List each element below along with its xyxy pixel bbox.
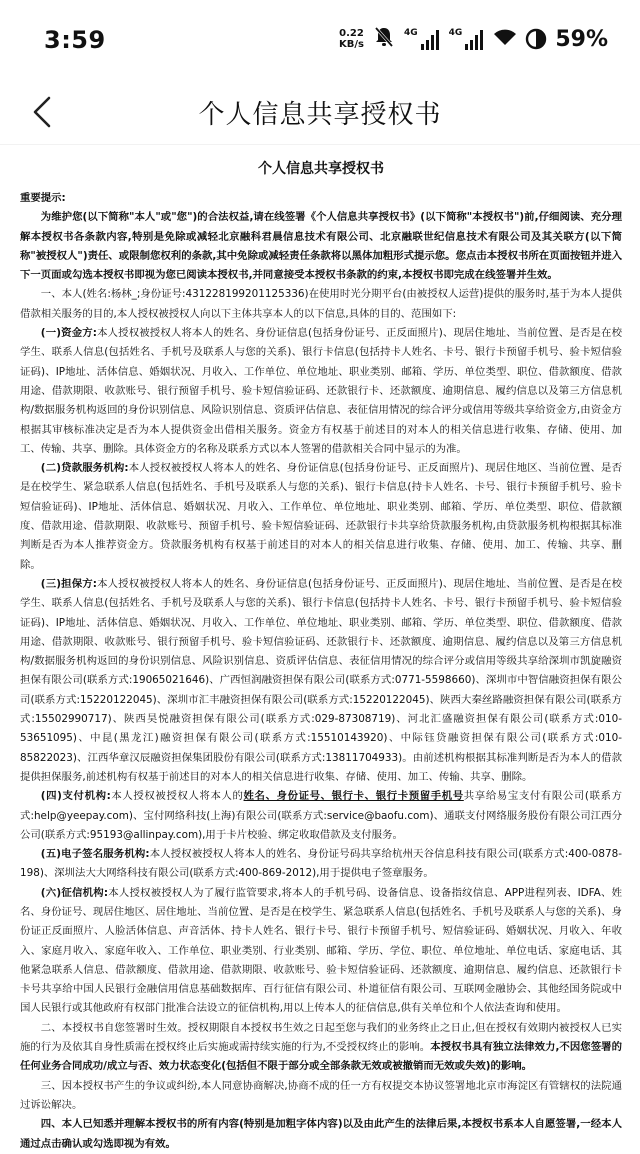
section-4-pre: 本人授权被授权人将本人的 (110, 790, 244, 803)
section-6-text: 本人授权被授权人为了履行监管要求,将本人的手机号码、设备信息、设备指纹信息、APP进程列表、IDFA、姓名、身份证号、现居住地区、居住地址、当前位置、是否是在校学生、紧急联系人信息(包括姓名、手机号及联系人与您的关系)、身份证正反面照片、人脸活体信息、声音活体、持卡人姓名、银行卡号、银行卡预留手机号、短信验证码、婚姻状况、月收入、年收入、家庭月收入、家庭年收入、工作单位、职业类别、行业类别、邮箱、学历、学位、职位、单位地址、单位电话、家庭电话、其他紧急联系人信息、借款额度、借款用途、借款期限、收款账号、验卡短信验证码、还款额度、逾期信息、履约信息、还款银行卡卡号共享给中国人民银行金融信用信息基础数据库、百行征信有限公司、朴道征信有限公司、互联网金融协会、其他经国务院或中国人民银行或其他政府有权部门批准合法设立的征信机构,用以上传本人的征信信息,供有关单位和个人依法查询和使用。 (20, 886, 622, 1015)
section-guarantor (20, 575, 622, 787)
clause-2-b: 本授权书具有独立法律效力,不因您签署的任何业务合同成功/成立与否、效力状态变化(包括但不限于部分或全部条款无效或被撤销而无效或失效)的影响。 (20, 1041, 622, 1073)
section-payment (20, 787, 622, 845)
section-4-label: (四)支付机构: (40, 790, 111, 803)
battery-icon (527, 26, 545, 52)
page-title: 个人信息共享授权书 (198, 100, 442, 130)
section-2-label: (二)贷款服务机构: (40, 462, 129, 475)
notice-intro: 为维护您(以下简称"本人"或"您")的合法权益,请在线签署《个人信息共享授权书》(以下简称"本授权书")前,仔细阅读、充分理解本授权书各条款内容,特别是免除或减轻北京融科君晨信息技术有限公司、北京融联世纪信息技术有限公司及其关联方(以下简称"被授权人")责任、或限制您权利的条款,其中免除或减轻责任条款将以黑体加粗形式提示您。您点击本授权书所在页面按钮并进入下一页面或勾选本授权书即视为您已阅读本授权书,并同意接受本授权书条款的约束,本授权书即完成在线签署并生效。 (20, 211, 622, 282)
section-credit-bureau (20, 884, 622, 1019)
section-3-label: (三)担保方: (40, 577, 97, 590)
network-speed (339, 28, 364, 50)
network-speed-value: 0.22 (339, 28, 364, 39)
agreement-document (0, 145, 640, 1154)
section-3-text: 本人授权被授权人将本人的姓名、身份证信息(包括身份证号、正反面照片)、现居住地址、当前位置、是否是在校学生、联系人信息(包括姓名、手机号及联系人与您的关系)、银行卡信息(包括持卡人姓名、卡号、银行卡预留手机号、验卡短信验证码)、IP地址、活体信息、婚姻状况、月收入、工作单位、单位地址、职业类别、邮箱、学历、单位类型、职位、借款额度、借款用途、借款期限、收款账号、银行预留手机号、验卡短信验证码、还款银行卡、还款额度、逾期信息、履约信息以及第三方信息机构/数据服务机构返回的身份识别信息、风险识别信息、资质评估信息、表征信用情况的综合评分或信用等级共享给深圳市凯旋融资担保有限公司(联系方式:19065021646)、广西恒润融资担保有限公司(联系方式:0771-5598660)、深圳市中智信融资担保有限公司(联系方式:15220122045)、深圳市汇丰融资担保有限公司(联系方式:15220122045)、陕西大秦丝路融资担保有限公司(联系方式:15502990717)、陕西昊悦融资担保有限公司(联系方式:029-87308719)、河北汇盛融资担保有限公司(联系方式:010-53651095)、中昆(黑龙江)融资担保有限公司(联系方式:15510143920)、中际钰贷融资担保有限公司(联系方式:010-85822023)、江西华章汉辰融资担保集团股份有限公司(联系方式:13811704933)。由前述机构根据其标准判断是否为本人的借款提供担保服务,前述机构有权基于前述目的对本人的相关信息进行收集、存储、使用、加工、传输、共享、删除。 (20, 577, 622, 783)
section-4-underline: 姓名、身份证号、银行卡、银行卡预留手机号 (243, 790, 464, 803)
signal-label-1: 4G (404, 28, 418, 38)
clause-3: 三、因本授权书产生的争议或纠纷,本人同意协商解决,协商不成的任一方有权提交本协议签署地北京市海淀区有管辖权的法院通过诉讼解决。 (20, 1079, 622, 1111)
section-funding-party (20, 324, 622, 459)
signal-icon-1 (404, 28, 439, 50)
section-1-text: 本人授权被授权人将本人的姓名、身份证信息(包括身份证号、正反面照片)、现居住地址、当前位置、是否是在校学生、联系人信息(包括姓名、手机号及联系人与您的关系)、银行卡信息(包括持卡人姓名、卡号、银行卡预留手机号、验卡短信验证码)、IP地址、活体信息、婚姻状况、月收入、工作单位、单位地址、职业类别、邮箱、学历、单位类型、职位、借款额度、借款用途、借款期限、收款账号、银行预留手机号、验卡短信验证码、还款银行卡、还款额度、逾期信息、履约信息以及第三方信息机构/数据服务机构返回的身份识别信息、风险识别信息、资质评估信息、表征信用情况的综合评分或信用等级共享给资金方,由资金方根据其审核标准决定是否为本人提供资金出借相关服务。资金方有权基于前述目的对本人的相关信息进行收集、存储、使用、加工、传输、共享、删除。具体资金方的名称及联系方式以本人签署的借款相关合同中显示的为准。 (20, 327, 622, 455)
status-icons (339, 26, 608, 52)
section-loan-service (20, 459, 622, 575)
clause-2 (20, 1019, 622, 1077)
battery-percent: 59% (555, 26, 608, 52)
status-bar (0, 0, 640, 80)
status-time: 3:59 (44, 26, 106, 54)
clause-1: 一、本人(姓名:杨林_;身份证号:431228199201125336)在使用时光分期平台(由被授权人运营)提供的服务时,基于为本人提供借款相关服务的目的,本人授权被授权人向以下主体共享本人的以下信息,具体的目的、范围如下: (20, 288, 622, 320)
clause-2-a: 二、本授权书自您签署时生效。授权期限自本授权书生效之日起至您与我们的业务终止之日止,但在授权有效期内被授权人已实施的行为及依其自身性质需在授权终止后实施或需持续实施的行为,不受授权终止的影响。 (20, 1021, 622, 1054)
mute-icon (374, 26, 394, 52)
section-6-label: (六)征信机构: (40, 886, 108, 899)
nav-bar (0, 80, 640, 145)
notice-label: 重要提示: (20, 192, 66, 204)
section-5-text: 本人授权被授权人将本人的姓名、身份证号码共享给杭州天谷信息科技有限公司(联系方式:400-0878-198)、深圳法大大网络科技有限公司(联系方式:400-869-2012),用于提供电子签章服务。 (20, 848, 622, 880)
network-speed-unit: KB/s (339, 39, 365, 50)
section-4-post: 共享给易宝支付有限公司(联系方式:help@yeepay.com)、宝付网络科技(上海)有限公司(联系方式:service@baofu.com)、通联支付网络服务股份有限公司江西分公司(联系方式:95193@allinpay.com),用于卡片校验、绑定收取借款及支付服务。 (20, 790, 623, 841)
section-5-label: (五)电子签名服务机构: (40, 848, 150, 861)
clause-4: 四、本人已知悉并理解本授权书的所有内容(特别是加粗字体内容)以及由此产生的法律后果,本授权书系本人自愿签署,一经本人通过点击确认或勾选即视为有效。 (20, 1118, 622, 1150)
signal-icon-2 (449, 28, 484, 50)
signal-label-2: 4G (448, 28, 463, 38)
section-e-signature (20, 845, 622, 884)
document-title: 个人信息共享授权书 (258, 161, 384, 177)
section-1-label: (一)资金方: (40, 327, 97, 340)
wifi-icon (493, 27, 517, 51)
section-2-text: 本人授权被授权人将本人的姓名、身份证信息(包括身份证号、正反面照片)、现居住地区、当前位置、是否是在校学生、紧急联系人信息(包括姓名、手机号及联系人与您的关系)、银行卡信息(持卡人姓名、卡号、银行卡预留手机号、验卡短信验证码)、IP地址、活体信息、婚姻状况、月收入、工作单位、单位地址、职业类别、邮箱、学历、单位类型、职位、借款额度、借款用途、借款期限、收款账号、预留手机号、验卡短信验证码、还款银行卡共享给贷款服务机构,由贷款服务机构根据其标准判断是否为本人推荐资金方。贷款服务机构有权基于前述目的对本人的相关信息进行收集、存储、使用、加工、传输、共享、删除。 (20, 462, 622, 571)
